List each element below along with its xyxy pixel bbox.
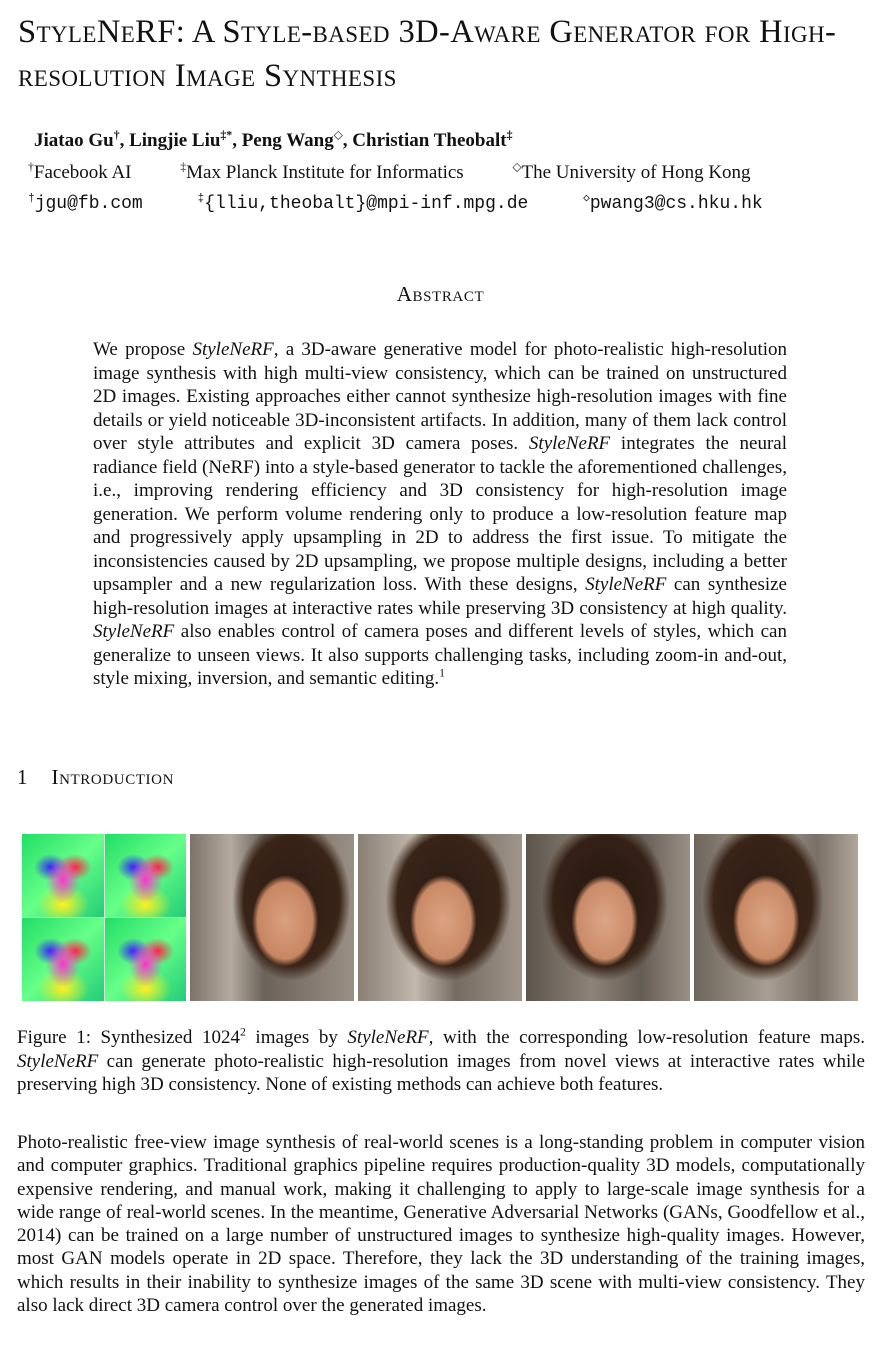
email-entry	[583, 194, 785, 214]
author-name: Jiatao Gu	[34, 130, 114, 151]
model-name: StyleNeRF	[192, 339, 274, 360]
email-entry	[198, 194, 551, 214]
email-address: pwang3@cs.hku.hk	[589, 194, 763, 214]
author-name: Christian Theobalt	[352, 130, 507, 151]
figure-caption	[17, 1026, 865, 1097]
model-name: StyleNeRF	[585, 574, 667, 595]
abstract-segment: integrates the neural radiance field (NeRF) into a style-based generator to tackle the aforementioned challenges, i.e., improving rendering efficiency and 3D consistency for high-resolution image generation. We perform volume rendering only to produce a low-resolution feature map and progressively apply upsampling in 2D to address the first issue. To mitigate the inconsistencies caused by 2D upsampling, we propose multiple designs, including a better upsampler and a new regularization loss. With these designs,	[93, 433, 788, 595]
feature-map	[105, 918, 187, 1001]
model-name: StyleNeRF	[17, 1050, 99, 1072]
affiliation	[512, 162, 772, 183]
affiliation-name: Facebook AI	[33, 162, 132, 183]
caption-segment: images by	[245, 1027, 348, 1048]
feature-map	[105, 834, 187, 917]
caption-segment: , with the corresponding low-resolution feature maps.	[428, 1027, 866, 1048]
section-heading	[17, 765, 174, 790]
affiliation-list	[28, 162, 795, 184]
feature-map-grid	[22, 834, 186, 1001]
feature-map	[22, 918, 104, 1001]
paper-title: StyleNeRF: A Style-based 3D-Aware Generator for High-resolution Image Synthesis	[18, 14, 837, 94]
section-title: Introduction	[51, 765, 175, 789]
synthesized-face-image	[694, 834, 858, 1001]
author-name: Peng Wang	[241, 130, 334, 151]
footnote-mark[interactable]: 1	[439, 666, 446, 680]
caption-exponent: 2	[239, 1025, 246, 1039]
abstract-heading: Abstract	[396, 282, 485, 306]
abstract-segment: , a 3D-aware generative model for photo-realistic high-resolution image synthesis with high multi-view consistency, which can be trained on unstructured 2D images. Existing approaches either cannot synthesize high-resolution images with fine details or yield noticeable 3D-inconsistent artifacts. In addition, many of them lack control over style attributes and explicit 3D camera poses.	[93, 339, 788, 454]
abstract-text	[93, 338, 787, 691]
email-list	[28, 194, 807, 214]
affiliation-name: The University of Hong Kong	[521, 162, 751, 183]
model-name: StyleNeRF	[528, 433, 611, 454]
email-mark: ‡	[197, 193, 205, 205]
affiliation	[180, 162, 485, 183]
abstract-segment: also enables control of camera poses and different levels of styles, which can generalize to unseen views. It also supports challenging tasks, including zoom-in and-out, style mixing, inversion, and semantic editing.	[93, 621, 787, 689]
author-name: Lingjie Liu	[129, 130, 221, 151]
affiliation-mark: †	[28, 160, 34, 174]
caption-segment: can generate photo-realistic high-resolution images from novel views at interactive rates while preserving high 3D consistency. None of existing methods can achieve both features.	[17, 1050, 865, 1095]
author-mark: ◇	[333, 128, 343, 142]
feature-map	[22, 834, 104, 917]
figure-1	[22, 834, 858, 1001]
email-mark: †	[28, 193, 35, 205]
model-name: StyleNeRF	[347, 1027, 429, 1048]
affiliation-name: Max Planck Institute for Informatics	[186, 162, 464, 183]
author-mark: †	[113, 128, 120, 142]
synthesized-face-image	[526, 834, 690, 1001]
author-mark: ‡*	[220, 128, 233, 142]
synthesized-face-image	[190, 834, 354, 1001]
affiliation	[28, 162, 154, 183]
email-entry	[28, 194, 165, 214]
intro-paragraph: Photo-realistic free-view image synthesis of real-world scenes is a long-standing problem in computer vision and computer graphics. Traditional graphics pipeline requires production-quality 3D models, computationally expensive rendering, and manual work, making it challenging to apply to large-scale image synthesis for a wide range of real-world scenes. In the meantime, Generative Adversarial Networks (GANs, Goodfellow et al., 2014) can be trained on a large number of unstructured images to synthesize high-quality images. However, most GAN models operate in 2D space. Therefore, they lack the 3D understanding of the training images, which results in their inability to synthesize images of the same 3D scene with multi-view consistency. They also lack direct 3D camera control over the generated images.	[17, 1132, 865, 1317]
affiliation-mark: ‡	[180, 160, 187, 174]
abstract-segment: can synthesize high-resolution images at interactive rates while preserving 3D consistency at high quality.	[93, 574, 787, 619]
email-address: {lliu,theobalt}@mpi-inf.mpg.de	[204, 194, 529, 214]
synthesized-face-image	[358, 834, 522, 1001]
caption-segment: 1024	[201, 1027, 240, 1048]
author-mark: ‡	[506, 128, 513, 142]
caption-segment: Figure 1: Synthesized	[17, 1027, 202, 1048]
abstract-segment: We propose	[93, 339, 193, 360]
email-mark: ◇	[583, 193, 590, 205]
email-address: jgu@fb.com	[34, 194, 143, 214]
author-list: Jiatao Gu†, Lingjie Liu‡*, Peng Wang◇, Christian Theobalt‡	[34, 128, 513, 151]
section-number: 1	[17, 765, 28, 789]
model-name: StyleNeRF	[93, 621, 175, 642]
affiliation-mark: ◇	[512, 160, 522, 174]
